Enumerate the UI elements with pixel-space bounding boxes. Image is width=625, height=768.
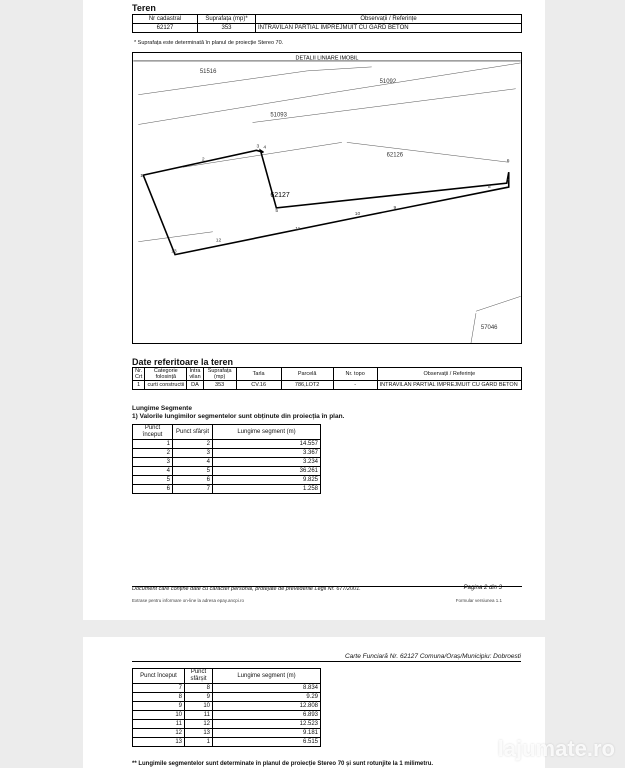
table-row <box>133 458 321 467</box>
date-nr-topo: - <box>333 381 377 390</box>
seg-cell: 9 <box>133 702 185 711</box>
table-row <box>133 449 321 458</box>
date-categorie: curti constructii <box>145 381 187 390</box>
date-header-nr-topo: Nr. topo <box>333 368 377 381</box>
seg-cell: 11 <box>185 711 213 720</box>
document-page-1 <box>83 0 545 620</box>
seg-cell: 1 <box>133 440 173 449</box>
seg-cell: 2 <box>133 449 173 458</box>
seg-cell: 7 <box>133 684 185 693</box>
teren-footnote: * Suprafața este determinată în planul de proiecție Stereo 70. <box>134 40 284 46</box>
seg2-header-end: Punct sfârșit <box>185 669 213 684</box>
table-row <box>133 440 321 449</box>
parcel-outline <box>143 150 508 254</box>
seg-cell: 8.834 <box>213 684 321 693</box>
footer-right: Formular versiunea 1.1 <box>455 598 502 603</box>
seg-cell: 8 <box>185 684 213 693</box>
seg-cell: 5 <box>173 467 213 476</box>
table-row <box>133 720 321 729</box>
point-label: 3 <box>256 144 260 150</box>
point-label: 13 <box>171 249 177 255</box>
seg-cell: 4 <box>173 458 213 467</box>
date-teren-table <box>132 367 522 390</box>
label-51092: 51092 <box>379 78 397 85</box>
seg-cell: 10 <box>133 711 185 720</box>
point-label: 5 <box>275 208 279 214</box>
teren-header-cadastral: Nr cadastral <box>133 15 198 24</box>
date-teren-title: Date referitoare la teren <box>132 357 234 367</box>
point-label: 9 <box>393 205 397 211</box>
date-header-parcela: Parcelă <box>281 368 333 381</box>
footer-note: Document care conține date cu caracter personal, protejate de prevederile Legii Nr. 677/2001. <box>132 586 361 592</box>
date-header-tarla: Tarla <box>236 368 281 381</box>
seg-cell: 3 <box>173 449 213 458</box>
table-row <box>133 738 321 747</box>
date-header-suprafata: Suprafața (mp) <box>203 368 236 381</box>
point-label: 11 <box>295 226 301 232</box>
seg-cell: 12.808 <box>213 702 321 711</box>
seg-cell: 11 <box>133 720 185 729</box>
plan-drawing <box>133 53 521 343</box>
seg-cell: 13 <box>185 729 213 738</box>
table-row <box>133 693 321 702</box>
date-nr: 1 <box>133 381 145 390</box>
page2-header: Carte Funciară Nr. 62127 Comuna/Oraș/Municipiu: Dobroesti <box>344 653 521 660</box>
date-observatii: INTRAVILAN PARTIAL IMPREJMUIT CU GARD BETON <box>377 381 521 390</box>
seg-cell: 1 <box>185 738 213 747</box>
footer-left: Extrase pentru informare on-line la adresa epay.ancpi.ro <box>132 598 244 603</box>
seg-header-start: Punct început <box>133 425 173 440</box>
seg-cell: 9.181 <box>213 729 321 738</box>
date-tarla: CV.16 <box>236 381 281 390</box>
table-row <box>133 476 321 485</box>
seg-header-length: Lungime segment (m) <box>213 425 321 440</box>
table-row <box>133 702 321 711</box>
date-header-categorie: Categorie folosință <box>145 368 187 381</box>
date-header-observatii: Observații / Referințe <box>377 368 521 381</box>
lungime-note: 1) Valorile lungimilor segmentelor sunt obținute din proiecția în plan. <box>132 413 345 420</box>
table-row <box>133 467 321 476</box>
date-parcela: 786,LOT2 <box>281 381 333 390</box>
table-row <box>133 684 321 693</box>
date-header-intravilan: Intra vilan <box>187 368 203 381</box>
seg-cell: 2 <box>173 440 213 449</box>
segments-table-2 <box>132 668 321 747</box>
segments-table-1 <box>132 424 321 494</box>
seg-cell: 6 <box>173 476 213 485</box>
page2-bottom-note: ** Lungimile segmentelor sunt determinate în planul de proiecție Stereo 70 și sunt rotunjite la 1 milimetru. <box>132 761 434 767</box>
seg-cell: 12 <box>133 729 185 738</box>
seg-cell: 3 <box>133 458 173 467</box>
point-label: 7 <box>506 179 510 185</box>
label-62126: 62126 <box>386 152 404 159</box>
seg-cell: 3.367 <box>213 449 321 458</box>
seg-cell: 10 <box>185 702 213 711</box>
seg-cell: 12.523 <box>213 720 321 729</box>
teren-header-suprafata: Suprafața (mp)* <box>198 15 256 24</box>
seg2-header-length: Lungime segment (m) <box>213 669 321 684</box>
lungime-title: Lungime Segmente <box>132 405 192 412</box>
teren-suprafata: 353 <box>198 24 256 33</box>
label-51516: 51516 <box>199 68 217 75</box>
point-label: 2 <box>201 157 205 163</box>
label-57046: 57046 <box>480 325 498 332</box>
table-row <box>133 729 321 738</box>
seg-cell: 5 <box>133 476 173 485</box>
point-label: 6 <box>506 159 510 165</box>
point-label: 8 <box>487 185 491 191</box>
teren-observatii: INTRAVILAN PARTIAL IMPREJMUIT CU GARD BETON <box>256 24 522 33</box>
seg-cell: 3.234 <box>213 458 321 467</box>
section-title-teren: Teren <box>132 3 156 13</box>
teren-table <box>132 14 522 33</box>
seg-cell: 6 <box>133 485 173 494</box>
seg-cell: 4 <box>133 467 173 476</box>
seg-cell: 7 <box>173 485 213 494</box>
date-header-nr: Nr. Crt <box>133 368 145 381</box>
table-row <box>133 485 321 494</box>
seg-cell: 14.557 <box>213 440 321 449</box>
teren-cadastral: 62127 <box>133 24 198 33</box>
date-suprafata: 353 <box>203 381 236 390</box>
watermark-text: lajumate.ro <box>497 736 615 761</box>
page-number: Pagina 2 din 3 <box>463 585 502 591</box>
seg-cell: 6.893 <box>213 711 321 720</box>
point-label: 4 <box>263 145 267 151</box>
point-label: 1 <box>140 174 144 180</box>
plan-title: DETALII LINIARE IMOBIL <box>295 55 359 62</box>
seg-cell: 9.29 <box>213 693 321 702</box>
teren-header-observatii: Observații / Referințe <box>256 15 522 24</box>
page2-header-divider <box>132 661 521 662</box>
seg-cell: 8 <box>133 693 185 702</box>
seg-cell: 36.261 <box>213 467 321 476</box>
label-51093: 51093 <box>270 112 287 119</box>
seg-header-end: Punct sfârșit <box>173 425 213 440</box>
point-label: 10 <box>354 211 361 217</box>
document-page-2 <box>83 637 545 768</box>
point-label: 12 <box>215 238 222 244</box>
seg-cell: 9 <box>185 693 213 702</box>
seg-cell: 6.515 <box>213 738 321 747</box>
label-62127: 62127 <box>270 192 290 200</box>
seg-cell: 12 <box>185 720 213 729</box>
watermark-logo <box>498 736 615 762</box>
date-intravilan: DA <box>187 381 203 390</box>
seg-cell: 1.258 <box>213 485 321 494</box>
seg-cell: 13 <box>133 738 185 747</box>
seg-cell: 9.825 <box>213 476 321 485</box>
plan-detalii-liniare <box>132 52 522 344</box>
table-row <box>133 711 321 720</box>
seg2-header-start: Punct început <box>133 669 185 684</box>
